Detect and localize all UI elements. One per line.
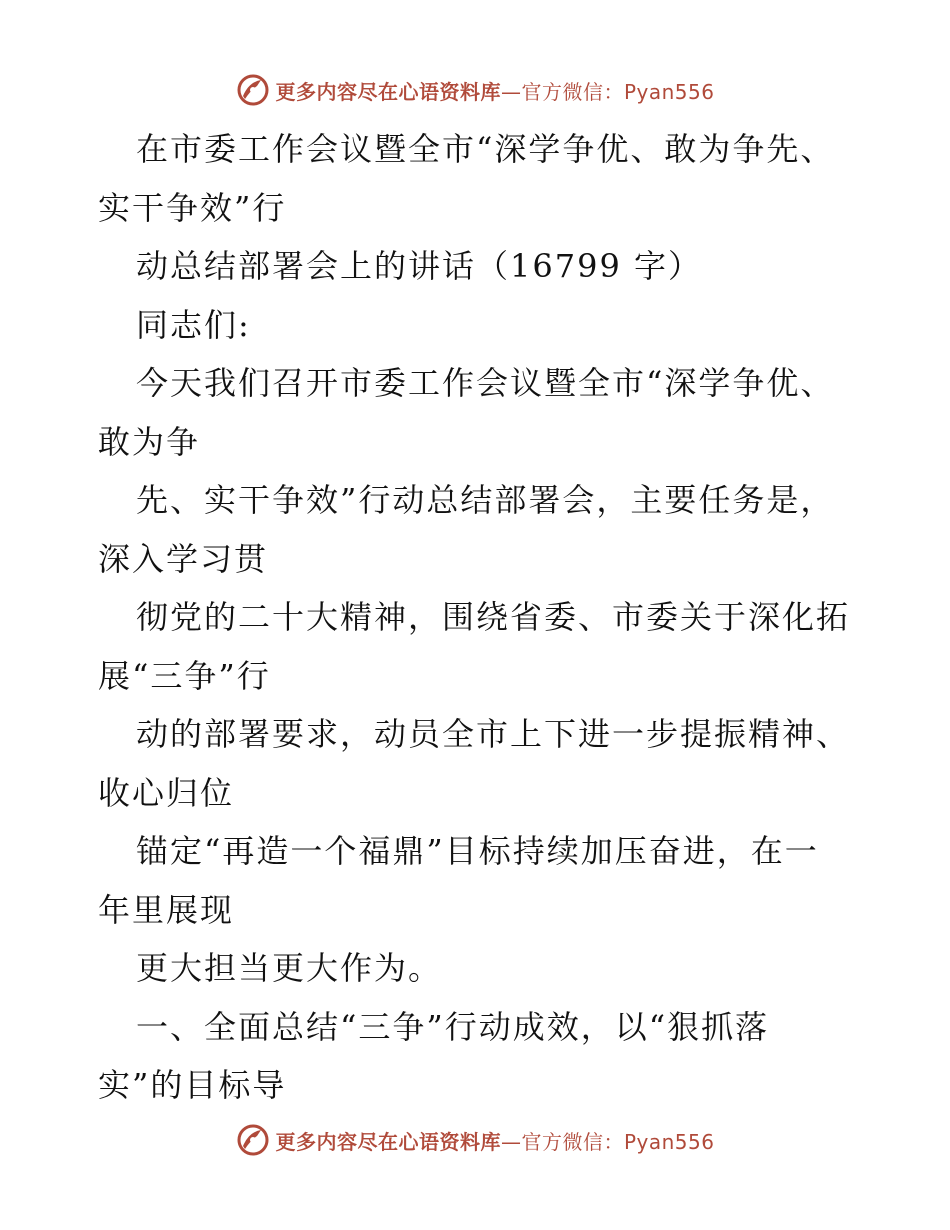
watermark-contact: 官方微信：Pyan556	[521, 1129, 715, 1154]
text-line: 敢为争	[98, 422, 201, 461]
watermark-brand: 更多内容尽在心语资料库	[275, 79, 501, 104]
text-line: 一、全面总结“三争”行动成效，以“狠抓落	[136, 1007, 770, 1046]
text-line: 展“三争”行	[98, 656, 271, 695]
header-watermark	[0, 70, 950, 110]
text-line: 同志们:	[136, 305, 251, 344]
pen-logo-icon	[235, 72, 271, 108]
text-line: 收心归位	[98, 773, 235, 812]
text-line: 实干争效”行	[98, 188, 287, 227]
text-line: 先、实干争效”行动总结部署会，主要任务是，	[136, 481, 835, 519]
document-body	[98, 120, 878, 1115]
watermark-contact: 官方微信：Pyan556	[521, 79, 715, 104]
text-line: 更大担当更大作为。	[136, 949, 443, 987]
watermark-dash: —	[500, 79, 522, 104]
watermark-dash: —	[500, 1129, 522, 1154]
pen-logo-icon	[235, 1122, 271, 1158]
text-line: 动的部署要求，动员全市上下进一步提振精神、	[136, 715, 851, 753]
text-line: 深入学习贯	[98, 539, 269, 578]
text-line: 今天我们召开市委工作会议暨全市“深学争优、	[136, 364, 835, 402]
watermark-text	[275, 1126, 714, 1155]
footer-watermark	[0, 1120, 950, 1160]
text-line: 在市委工作会议暨全市“深学争优、敢为争先、	[136, 130, 835, 168]
watermark-text	[275, 76, 714, 105]
text-line: 实”的目标导	[98, 1066, 287, 1104]
watermark-brand: 更多内容尽在心语资料库	[275, 1129, 501, 1154]
text-line: 锚定“再造一个福鼎”目标持续加压奋进，在一	[136, 832, 819, 870]
text-line: 年里展现	[98, 890, 235, 929]
text-line: 动总结部署会上的讲话（16799 字）	[136, 247, 702, 285]
text-line: 彻党的二十大精神，围绕省委、市委关于深化拓	[136, 598, 851, 636]
